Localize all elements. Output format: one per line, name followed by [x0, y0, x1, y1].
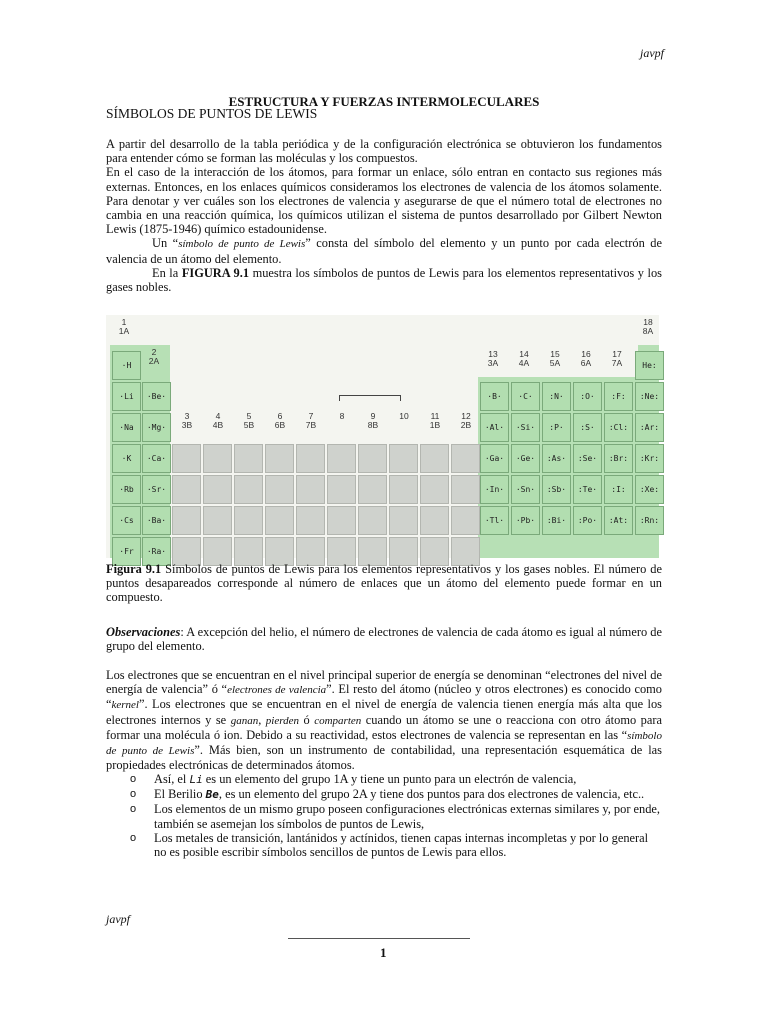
transition-cell: [389, 444, 418, 473]
element-cell: ·Be·: [142, 382, 171, 411]
group-14-label: 14 4A: [518, 349, 530, 368]
transition-cell: [389, 506, 418, 535]
transition-cell: [327, 506, 356, 535]
footer-rule: [288, 938, 470, 939]
element-cell: ·Sn·: [511, 475, 540, 504]
footer-author: javpf: [106, 912, 130, 926]
group-1-label: 1 1A: [118, 317, 130, 336]
element-cell: :Ne:: [635, 382, 664, 411]
transition-cell: [358, 444, 387, 473]
observations: [106, 625, 662, 653]
transition-cell: [420, 475, 449, 504]
lewis-term: símbolo de punto de Lewis: [178, 238, 306, 251]
element-cell: :At:: [604, 506, 633, 535]
element-cell: ·Si·: [511, 413, 540, 442]
element-cell: :Br:: [604, 444, 633, 473]
element-cell: :P·: [542, 413, 571, 442]
observations-text: : A excepción del helio, el número de electrones de valencia de cada átomo es igual al número de grupo del elemento.: [106, 625, 662, 654]
element-cell: He:: [635, 351, 664, 380]
periodic-table-figure: [106, 315, 659, 558]
group-18-label: 18 8A: [642, 317, 654, 336]
group-13-label: 13 3A: [487, 349, 499, 368]
transition-cell: [296, 506, 325, 535]
element-cell: ·Fr: [112, 537, 141, 566]
element-cell: :Cl:: [604, 413, 633, 442]
transition-cell: [234, 444, 263, 473]
caption-text: Símbolos de puntos de Lewis para los elementos representativos y los gases nobles. El número de puntos desapareados corresponde al número de enlaces que un átomo del elemento puede formar en un compuesto.: [106, 562, 662, 605]
group-17-label: 17 7A: [611, 349, 623, 368]
element-cell: :As·: [542, 444, 571, 473]
observations-label: Observaciones: [106, 625, 181, 639]
transition-cell: [420, 444, 449, 473]
transition-group-label: 12 2B: [460, 411, 472, 430]
list-item: o Los metales de transición, lantánidos y actínidos, tienen capas internas incompletas y por lo general no es posible escribir símbolos sencillos de puntos de Lewis para ellos.: [130, 830, 649, 860]
transition-group-label: 9 8B: [367, 411, 379, 430]
element-cell: ·Rb: [112, 475, 141, 504]
element-cell: ·C·: [511, 382, 540, 411]
element-cell: ·Tl·: [480, 506, 509, 535]
document-subtitle: SÍMBOLOS DE PUNTOS DE LEWIS: [106, 106, 318, 121]
group-16-label: 16 6A: [580, 349, 592, 368]
element-cell: ·H: [112, 351, 141, 380]
element-cell: :Ar:: [635, 413, 664, 442]
element-cell: ·Ca·: [142, 444, 171, 473]
transition-cell: [172, 444, 201, 473]
element-cell: ·In·: [480, 475, 509, 504]
intro-paragraph-4: [106, 266, 662, 294]
intro-paragraph-2: En el caso de la interacción de los átomos, para formar un enlace, sólo entran en contacto sus regiones más externas. Entonces, en los enlaces químicos consideramos los electrones de valencia de los átomos solamente. Para denotar y ver cuáles son los electrones de valencia y asegurarse de que el número total de electrones no cambia en una reacción química, los químicos utilizan el sistema de puntos desarrollado por Gilbert Newton Lewis (1875-1946) químico estadounidense.: [106, 165, 662, 237]
transition-cell: [358, 506, 387, 535]
page-number: 1: [380, 945, 387, 960]
group-8b-bracket: [339, 395, 401, 401]
figure-reference: FIGURA 9.1: [181, 265, 250, 280]
transition-cell: [265, 475, 294, 504]
transition-group-label: 10: [399, 411, 409, 421]
bullet-list: [130, 772, 662, 859]
document-title: ESTRUCTURA Y FUERZAS INTERMOLECULARES: [228, 94, 540, 109]
transition-cell: [451, 444, 480, 473]
element-cell: ·Sr·: [142, 475, 171, 504]
p4-text-b: muestra los símbolos de puntos de Lewis para los elementos representativos y los gases nobles.: [106, 265, 662, 295]
element-cell: :Rn:: [635, 506, 664, 535]
element-cell: :I:: [604, 475, 633, 504]
transition-cell: [420, 506, 449, 535]
transition-cell: [451, 506, 480, 535]
transition-group-label: 3 3B: [181, 411, 193, 430]
intro-paragraph-3: [106, 236, 662, 265]
element-cell: :N·: [542, 382, 571, 411]
transition-cell: [327, 475, 356, 504]
element-cell: ·Ra·: [142, 537, 171, 566]
element-cell: :Bi·: [542, 506, 571, 535]
intro-text: [106, 137, 662, 294]
valence-paragraph: Los electrones que se encuentran en el nivel principal superior de energía se denominan “electrones del nivel de energía de valencia” ó “electrones de valencia”. El resto del átomo (núcleo y otros electrones) es conocido como “kernel”. Los electrones que se encuentran en el nivel de energía de valencia tienen energía más alta que los electrones internos y se ganan, pierden ó comparten cuando un átomo se une o reacciona con otro átomo para formar una molécula ó ion. Debido a su reactividad, estos electrones de valencia se representan en las “símbolo de punto de Lewis”. Más bien, son un instrumento de contabilidad, una representación esquemática de las propiedades electrónicas de determinados átomos.: [106, 668, 663, 773]
element-cell: ·Ge·: [511, 444, 540, 473]
element-cell: :Po·: [573, 506, 602, 535]
transition-cell: [451, 475, 480, 504]
transition-cell: [296, 444, 325, 473]
transition-cell: [203, 506, 232, 535]
list-item: o Así, el Li es un elemento del grupo 1A y tiene un punto para un electrón de valencia,: [130, 772, 577, 786]
group-15-label: 15 5A: [549, 349, 561, 368]
element-cell: ·Mg·: [142, 413, 171, 442]
element-cell: ·Cs: [112, 506, 141, 535]
transition-group-label: 8: [339, 411, 345, 421]
element-cell: :S·: [573, 413, 602, 442]
element-cell: ·Al·: [480, 413, 509, 442]
element-cell: :Kr:: [635, 444, 664, 473]
transition-group-label: 7 7B: [305, 411, 317, 430]
transition-group-label: 5 5B: [243, 411, 255, 430]
header-author: javpf: [640, 46, 664, 60]
element-cell: ·K: [112, 444, 141, 473]
element-cell: :F:: [604, 382, 633, 411]
intro-paragraph-1: A partir del desarrollo de la tabla periódica y de la configuración electrónica se obtuvieron los fundamentos para entender cómo se forman las moléculas y los compuestos.: [106, 137, 662, 166]
element-cell: :Xe:: [635, 475, 664, 504]
p3-text-b: ” consta del símbolo del elemento y un punto por cada electrón de valencia de un átomo del elemento.: [106, 236, 662, 266]
element-cell: ·Ba·: [142, 506, 171, 535]
transition-cell: [265, 444, 294, 473]
list-item: o Los elementos de un mismo grupo poseen configuraciones electrónicas externas similares y, por ende, también se asemejan los símbolos de puntos de Lewis,: [130, 802, 661, 831]
transition-cell: [296, 475, 325, 504]
figure-caption: [106, 562, 662, 605]
element-cell: :Se·: [573, 444, 602, 473]
transition-cell: [389, 475, 418, 504]
element-cell: ·Na: [112, 413, 141, 442]
p4-text-a: En la: [152, 265, 182, 280]
element-cell: :Te·: [573, 475, 602, 504]
transition-group-label: 4 4B: [212, 411, 224, 430]
transition-cell: [172, 475, 201, 504]
transition-cell: [234, 475, 263, 504]
transition-group-label: 6 6B: [274, 411, 286, 430]
transition-cell: [358, 475, 387, 504]
transition-cell: [172, 506, 201, 535]
transition-cell: [234, 506, 263, 535]
element-cell: ·Li: [112, 382, 141, 411]
transition-cell: [327, 444, 356, 473]
caption-label: Figura 9.1: [106, 562, 162, 576]
element-cell: ·Pb·: [511, 506, 540, 535]
element-cell: :Sb·: [542, 475, 571, 504]
group-2-label: 2 2A: [148, 347, 160, 366]
transition-cell: [203, 444, 232, 473]
transition-group-label: 11 1B: [429, 411, 441, 430]
list-item: o El Berilio Be, es un elemento del grupo 2A y tiene dos puntos para dos electrones de valencia, etc..: [130, 787, 645, 802]
element-cell: :O·: [573, 382, 602, 411]
element-cell: ·B·: [480, 382, 509, 411]
element-cell: ·Ga·: [480, 444, 509, 473]
transition-cell: [203, 475, 232, 504]
p3-text-a: Un “: [152, 236, 179, 251]
transition-cell: [265, 506, 294, 535]
